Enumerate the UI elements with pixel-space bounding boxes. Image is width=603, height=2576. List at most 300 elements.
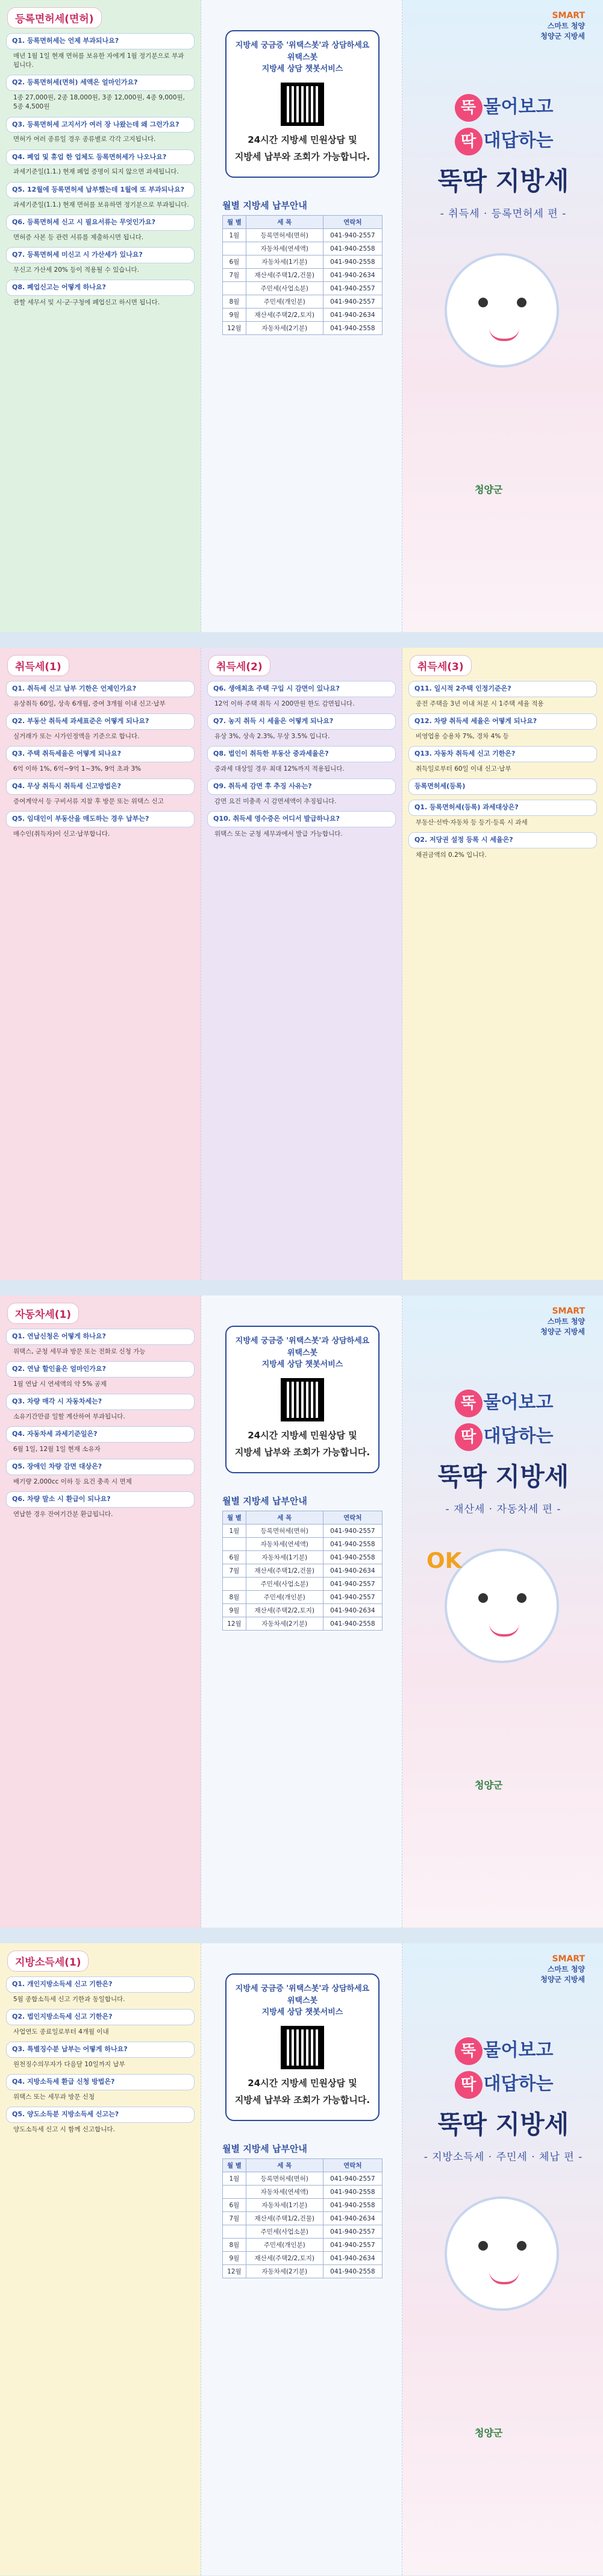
- table-row: [223, 309, 383, 322]
- chatbot-line2: 위택스봇: [287, 1348, 318, 1358]
- table-row: [223, 1525, 383, 1538]
- question: Q11. 일시적 2주택 인정기준은?: [408, 681, 597, 697]
- cover-line1-text: 물어보고: [483, 96, 554, 118]
- cover-subtitle: - 지방소득세 · 주민세 · 체납 편 -: [423, 2151, 583, 2163]
- table-cell: 8월: [223, 1591, 246, 1604]
- county-logo: 청양군: [475, 484, 503, 495]
- panel-cover: [402, 0, 603, 632]
- question: Q6. 등록면허세 신고 시 필요서류는 무엇인가요?: [6, 215, 195, 231]
- section-title: 지방소득세(1): [7, 1951, 89, 1972]
- panel-faq: [0, 1296, 201, 1928]
- cover-line1-text: 물어보고: [483, 1392, 554, 1413]
- table-header: 세 목: [246, 1511, 323, 1525]
- cover-title: [414, 90, 592, 220]
- table-cell: 6월: [223, 255, 246, 269]
- table-row: [223, 2172, 383, 2186]
- answer: 관할 세무서 및 시·군·구청에 폐업신고 하시면 됩니다.: [13, 298, 160, 306]
- table-cell: [223, 282, 246, 295]
- question: 등록면허세(등록): [408, 779, 597, 795]
- table-cell: 자동차세(1기분): [246, 2199, 323, 2212]
- panel-cover: [402, 1943, 603, 2575]
- table-row: [223, 229, 383, 242]
- table-cell: 6월: [223, 1551, 246, 1564]
- question: Q1. 연납신청은 어떻게 하나요?: [6, 1329, 195, 1345]
- question: Q3. 주택 취득세율은 어떻게 되나요?: [6, 746, 195, 762]
- qa-item: [408, 746, 597, 774]
- qa-item: [6, 779, 195, 806]
- ok-badge: OK: [426, 1549, 462, 1573]
- cover-subtitle: - 취득세 · 등록면허세 편 -: [440, 208, 567, 220]
- qa-item: [6, 117, 195, 145]
- question: Q2. 등록면허세(면허) 세액은 얼마인가요?: [6, 75, 195, 91]
- brand-smart: SMART: [552, 1306, 585, 1316]
- question: Q1. 개인지방소득세 신고 기한은?: [6, 1976, 195, 1993]
- chatbot-box: [225, 30, 380, 178]
- answer: 무신고 가산세 20% 등이 적용될 수 있습니다.: [13, 266, 139, 274]
- answer: 양도소득세 신고 시 함께 신고합니다.: [13, 2126, 115, 2134]
- deadline-title: 월별 지방세 납부안내: [222, 200, 307, 211]
- question: Q4. 폐업 및 휴업 한 업체도 등록면허세가 나오나요?: [6, 149, 195, 166]
- table-header: 세 목: [246, 2159, 323, 2172]
- table-cell: 12월: [223, 322, 246, 335]
- question: Q5. 12월에 등록면허세 납부했는데 1월에 또 부과되나요?: [6, 182, 195, 198]
- table-cell: 주민세(사업소분): [246, 1578, 323, 1591]
- answer: 취득일로부터 60일 이내 신고·납부: [416, 765, 511, 772]
- answer: 연납한 경우 잔여기간분 환급됩니다.: [13, 1511, 113, 1518]
- sheet: [0, 1943, 603, 2575]
- chatbot-box: [225, 1326, 380, 1473]
- table-cell: 041-940-2557: [323, 2239, 382, 2252]
- question: Q13. 자동차 취득세 신고 기한은?: [408, 746, 597, 762]
- answer: 부동산·선박·자동차 등 등기·등록 시 과세: [416, 818, 528, 826]
- table-row: [223, 2265, 383, 2278]
- table-cell: 주민세(개인분): [246, 295, 323, 309]
- answer: 면허가 여러 종류일 경우 종류별로 각각 고지됩니다.: [13, 136, 156, 143]
- qa-item: [6, 1491, 195, 1519]
- answer: 유상취득 60일, 상속 6개월, 증여 3개월 이내 신고·납부: [13, 700, 166, 707]
- table-header-row: [223, 1511, 383, 1525]
- table-row: [223, 1578, 383, 1591]
- qa-item: [6, 280, 195, 307]
- qa-item: [6, 2107, 195, 2134]
- chatbot-line1: 지방세 궁금증 '위택스봇'과 상담하세요: [235, 1984, 370, 1993]
- table-cell: 041-940-2558: [323, 2265, 382, 2278]
- brand-smart: SMART: [552, 1954, 585, 1964]
- brand-sub: 청양군 지방세: [540, 32, 585, 40]
- table-cell: 041-940-2557: [323, 1591, 382, 1604]
- table-header: 연락처: [323, 2159, 382, 2172]
- service-line2: 지방세 납부와 조회가 가능합니다.: [234, 151, 370, 162]
- table-cell: [223, 2186, 246, 2199]
- table-cell: 주민세(사업소분): [246, 282, 323, 295]
- table-cell: 재산세(주택1/2,건물): [246, 269, 323, 282]
- question: Q6. 차량 말소 시 환급이 되나요?: [6, 1491, 195, 1508]
- brand-name: 스마트 청양: [547, 1965, 585, 1973]
- question: Q12. 차량 취득세 세율은 어떻게 되나요?: [408, 713, 597, 730]
- table-row: [223, 295, 383, 309]
- table-row: [223, 1564, 383, 1578]
- panel-faq: [0, 1943, 201, 2575]
- table-cell: 041-940-2558: [323, 2199, 382, 2212]
- panel-info: [201, 0, 402, 632]
- qa-item: [6, 247, 195, 275]
- table-header: 연락처: [323, 216, 382, 229]
- question: Q5. 양도소득분 지방소득세 신고는?: [6, 2107, 195, 2123]
- table-header: 세 목: [246, 216, 323, 229]
- chatbot-line3: 지방세 상담 챗봇서비스: [261, 64, 343, 74]
- answer: 매수인(취득자)이 신고·납부합니다.: [13, 830, 110, 838]
- tax-schedule-table: [222, 2158, 383, 2278]
- panel-faq: [201, 648, 402, 1280]
- answer: 감면 요건 미충족 시 감면세액이 추징됩니다.: [214, 798, 337, 806]
- table-cell: 자동차세(2기분): [246, 1617, 323, 1631]
- table-cell: 재산세(주택2/2,토지): [246, 2252, 323, 2265]
- table-cell: 등록면허세(면허): [246, 1525, 323, 1538]
- chatbot-box: [225, 1973, 380, 2121]
- qa-item: [6, 1976, 195, 2004]
- qa-item: [207, 779, 396, 806]
- answer: 비영업용 승용차 7%, 경차 4% 등: [416, 732, 509, 740]
- brand-name: 스마트 청양: [547, 1317, 585, 1326]
- cover-line2: [414, 2067, 592, 2101]
- bubble-2: 딱: [455, 2071, 483, 2099]
- answer: 5월 종합소득세 신고 기한과 동일합니다.: [13, 1995, 125, 2003]
- qa-item: [6, 2009, 195, 2037]
- answer: 위택스 또는 세무과 방문 신청: [13, 2093, 95, 2101]
- brand-logo: [540, 1306, 585, 1337]
- qa-item: [408, 779, 597, 795]
- section-title: 취득세(1): [7, 655, 69, 676]
- section-title: 취득세(3): [410, 655, 472, 676]
- table-cell: 041-940-2634: [323, 2212, 382, 2225]
- sheet: [0, 648, 603, 1280]
- table-row: [223, 322, 383, 335]
- service-line1: 24시간 지방세 민원상담 및: [248, 1429, 357, 1441]
- table-cell: 041-940-2558: [323, 2186, 382, 2199]
- table-cell: 9월: [223, 309, 246, 322]
- answer: 원천징수의무자가 다음달 10일까지 납부: [13, 2060, 125, 2068]
- service-line1: 24시간 지방세 민원상담 및: [248, 2077, 357, 2089]
- qa-item: [6, 2042, 195, 2069]
- table-cell: 주민세(사업소분): [246, 2225, 323, 2239]
- cover-main-title: 뚝딱 지방세: [437, 1462, 569, 1491]
- bubble-2: 딱: [455, 1423, 483, 1451]
- table-cell: 041-940-2558: [323, 1617, 382, 1631]
- answer: 위택스 또는 군청 세무과에서 발급 가능합니다.: [214, 830, 343, 838]
- answer: 유상 3%, 상속 2.3%, 무상 3.5% 입니다.: [214, 732, 330, 740]
- answer: 배기량 2,000cc 이하 등 요건 충족 시 면제: [13, 1478, 132, 1486]
- qa-item: [6, 1459, 195, 1487]
- table-cell: 1월: [223, 229, 246, 242]
- answer: 중과세 대상일 경우 최대 12%까지 적용됩니다.: [214, 765, 345, 772]
- brand-sub: 청양군 지방세: [540, 1975, 585, 1984]
- answer: 매년 1월 1일 현재 면허를 보유한 자에게 1월 정기분으로 부과됩니다.: [13, 52, 184, 69]
- answer: 면허증 사본 등 관련 서류를 제출하시면 됩니다.: [13, 233, 144, 241]
- question: Q10. 취득세 영수증은 어디서 발급하나요?: [207, 811, 396, 827]
- panel-faq: [0, 648, 201, 1280]
- table-row: [223, 2252, 383, 2265]
- table-cell: [223, 242, 246, 255]
- table-cell: [223, 1578, 246, 1591]
- table-header: 월 별: [223, 1511, 246, 1525]
- question: Q9. 취득세 감면 후 추징 사유는?: [207, 779, 396, 795]
- qa-item: [6, 33, 195, 70]
- table-cell: 자동차세(1기분): [246, 1551, 323, 1564]
- answer: 1월 연납 시 연세액의 약 5% 공제: [13, 1380, 107, 1388]
- cover-line2-text: 대답하는: [483, 1426, 554, 1447]
- cover-subtitle: - 재산세 · 자동차세 편 -: [445, 1503, 561, 1515]
- table-cell: 주민세(개인분): [246, 1591, 323, 1604]
- table-cell: 재산세(주택1/2,건물): [246, 2212, 323, 2225]
- qa-item: [6, 182, 195, 210]
- question: Q6. 생애최초 주택 구입 시 감면이 있나요?: [207, 681, 396, 697]
- table-cell: 등록면허세(면허): [246, 229, 323, 242]
- answer: 소유기간만큼 일할 계산하여 부과됩니다.: [13, 1412, 125, 1420]
- deadline-title: 월별 지방세 납부안내: [222, 2143, 307, 2154]
- question: Q1. 등록면허세(등록) 과세대상은?: [408, 800, 597, 816]
- qa-item: [6, 681, 195, 709]
- county-logo: 청양군: [475, 2427, 503, 2439]
- question: Q8. 법인이 취득한 부동산 중과세율은?: [207, 746, 396, 762]
- deadline-table: [222, 199, 383, 335]
- qa-item: [6, 1394, 195, 1421]
- answer: 채권금액의 0.2% 입니다.: [416, 851, 487, 859]
- table-cell: [223, 2225, 246, 2239]
- qa-item: [408, 800, 597, 827]
- table-header: 연락처: [323, 1511, 382, 1525]
- tax-schedule-table: [222, 1511, 383, 1631]
- sheet: [0, 1296, 603, 1928]
- question: Q7. 등록면허세 미신고 시 가산세가 있나요?: [6, 247, 195, 263]
- table-cell: 등록면허세(면허): [246, 2172, 323, 2186]
- table-cell: 재산세(주택2/2,토지): [246, 1604, 323, 1617]
- brand-logo: [540, 1954, 585, 1984]
- cover-main-title: 뚝딱 지방세: [437, 2110, 569, 2139]
- qa-item: [6, 2074, 195, 2102]
- cover-title: [414, 2034, 592, 2163]
- answer: 12억 이하 주택 취득 시 200만원 한도 감면됩니다.: [214, 700, 355, 707]
- qa-item: [408, 713, 597, 741]
- qa-item: [6, 1361, 195, 1389]
- question: Q1. 취득세 신고 납부 기한은 언제인가요?: [6, 681, 195, 697]
- panel-info: [201, 1943, 402, 2575]
- section-title: 등록면허세(면허): [7, 7, 102, 28]
- table-cell: 041-940-2634: [323, 1564, 382, 1578]
- table-row: [223, 242, 383, 255]
- table-cell: 주민세(개인분): [246, 2239, 323, 2252]
- table-cell: 041-940-2634: [323, 309, 382, 322]
- sheet: [0, 0, 603, 632]
- question: Q4. 지방소득세 환급 신청 방법은?: [6, 2074, 195, 2090]
- table-row: [223, 2212, 383, 2225]
- qa-item: [207, 746, 396, 774]
- qa-item: [6, 75, 195, 111]
- question: Q2. 저당권 설정 등록 시 세율은?: [408, 832, 597, 848]
- table-cell: 12월: [223, 2265, 246, 2278]
- answer: 위택스, 군청 세무과 방문 또는 전화로 신청 가능: [13, 1347, 146, 1355]
- table-cell: 041-940-2557: [323, 295, 382, 309]
- table-row: [223, 1591, 383, 1604]
- table-cell: 재산세(주택2/2,토지): [246, 309, 323, 322]
- question: Q1. 등록면허세는 언제 부과되나요?: [6, 33, 195, 49]
- qr-code-icon[interactable]: [281, 83, 324, 126]
- service-line2: 지방세 납부와 조회가 가능합니다.: [234, 1447, 370, 1458]
- table-cell: 자동차세(2기분): [246, 2265, 323, 2278]
- table-cell: [223, 1538, 246, 1551]
- qa-item: [6, 1426, 195, 1454]
- table-cell: 1월: [223, 1525, 246, 1538]
- table-cell: 7월: [223, 1564, 246, 1578]
- question: Q3. 특별징수분 납부는 어떻게 하나요?: [6, 2042, 195, 2058]
- deadline-table: [222, 2142, 383, 2278]
- bubble-1: 뚝: [455, 2037, 483, 2065]
- brand-sub: 청양군 지방세: [540, 1327, 585, 1336]
- table-row: [223, 1551, 383, 1564]
- cover-line1: [414, 90, 592, 124]
- qa-item: [207, 713, 396, 741]
- section-title: 자동차세(1): [7, 1303, 79, 1324]
- qa-item: [6, 1329, 195, 1356]
- question: Q4. 무상 취득시 취득세 신고방법은?: [6, 779, 195, 795]
- table-cell: 자동차세(2기분): [246, 322, 323, 335]
- table-cell: 6월: [223, 2199, 246, 2212]
- bubble-1: 뚝: [455, 94, 483, 122]
- question: Q3. 등록면허세 고지서가 여러 장 나왔는데 왜 그런가요?: [6, 117, 195, 133]
- cover-line1: [414, 2034, 592, 2067]
- table-header-row: [223, 2159, 383, 2172]
- table-header-row: [223, 216, 383, 229]
- table-cell: 재산세(주택1/2,건물): [246, 1564, 323, 1578]
- qr-code-icon[interactable]: [281, 1378, 324, 1421]
- qa-item: [6, 713, 195, 741]
- brand-name: 스마트 청양: [547, 22, 585, 30]
- question: Q2. 부동산 취득세 과세표준은 어떻게 되나요?: [6, 713, 195, 730]
- chatbot-line2: 위택스봇: [287, 52, 318, 62]
- qa-item: [6, 149, 195, 177]
- cover-line2: [414, 124, 592, 158]
- question: Q2. 연납 할인율은 얼마인가요?: [6, 1361, 195, 1377]
- cover-main-title: 뚝딱 지방세: [437, 166, 569, 196]
- table-cell: 041-940-2558: [323, 242, 382, 255]
- table-row: [223, 2186, 383, 2199]
- table-cell: 041-940-2558: [323, 1538, 382, 1551]
- qa-item: [408, 832, 597, 860]
- tax-schedule-table: [222, 215, 383, 335]
- qa-item: [6, 215, 195, 242]
- answer: 증여계약서 등 구비서류 지참 후 방문 또는 위택스 신고: [13, 798, 164, 806]
- chatbot-line3: 지방세 상담 챗봇서비스: [261, 2008, 343, 2017]
- table-cell: 8월: [223, 2239, 246, 2252]
- table-cell: 9월: [223, 1604, 246, 1617]
- cover-line1-text: 물어보고: [483, 2040, 554, 2061]
- question: Q4. 자동차세 과세기준일은?: [6, 1426, 195, 1443]
- brand-logo: [540, 11, 585, 41]
- bubble-2: 딱: [455, 128, 483, 155]
- brand-smart: SMART: [552, 11, 585, 20]
- answer: 사업연도 종료일로부터 4개월 이내: [13, 2028, 109, 2035]
- answer: 실거래가 또는 시가인정액을 기준으로 합니다.: [13, 732, 140, 740]
- cover-line2: [414, 1420, 592, 1453]
- question: Q5. 장애인 차량 감면 대상은?: [6, 1459, 195, 1475]
- panel-faq: [0, 0, 201, 632]
- table-cell: 7월: [223, 2212, 246, 2225]
- cover-title: [414, 1386, 592, 1515]
- table-row: [223, 255, 383, 269]
- table-cell: 041-940-2557: [323, 2172, 382, 2186]
- deadline-table: [222, 1494, 383, 1631]
- table-cell: 자동차세(연세액): [246, 1538, 323, 1551]
- table-cell: 041-940-2558: [323, 322, 382, 335]
- qa-item: [207, 811, 396, 839]
- answer: 6억 이하 1%, 6억~9억 1~3%, 9억 초과 3%: [13, 765, 142, 772]
- table-row: [223, 1604, 383, 1617]
- table-cell: 자동차세(연세액): [246, 242, 323, 255]
- mascot-icon: [445, 253, 559, 368]
- cover-line2-text: 대답하는: [483, 2073, 554, 2095]
- question: Q7. 농지 취득 시 세율은 어떻게 되나요?: [207, 713, 396, 730]
- service-line2: 지방세 납부와 조회가 가능합니다.: [234, 2095, 370, 2105]
- answer: 과세기준일(1.1.) 현재 면허를 보유하면 정기분으로 부과됩니다.: [13, 201, 189, 208]
- mascot-icon: [445, 2196, 559, 2311]
- table-cell: 자동차세(1기분): [246, 255, 323, 269]
- cover-line2-text: 대답하는: [483, 130, 554, 151]
- chatbot-line1: 지방세 궁금증 '위택스봇'과 상담하세요: [235, 1337, 370, 1346]
- table-cell: 8월: [223, 295, 246, 309]
- table-header: 월 별: [223, 216, 246, 229]
- qr-code-icon[interactable]: [281, 2026, 324, 2069]
- chatbot-line1: 지방세 궁금증 '위택스봇'과 상담하세요: [235, 41, 370, 50]
- table-row: [223, 1538, 383, 1551]
- table-cell: 041-940-2634: [323, 2252, 382, 2265]
- table-row: [223, 1617, 383, 1631]
- table-cell: 9월: [223, 2252, 246, 2265]
- answer: 과세기준일(1.1.) 현재 폐업 증명이 되지 않으면 과세됩니다.: [13, 168, 179, 176]
- answer: 종전 주택을 3년 이내 처분 시 1주택 세율 적용: [416, 700, 544, 707]
- qa-item: [408, 681, 597, 709]
- answer: 1종 27,000원, 2종 18,000원, 3종 12,000원, 4종 9,000원, 5종 4,500원: [13, 94, 185, 111]
- table-cell: 041-940-2557: [323, 282, 382, 295]
- table-row: [223, 2239, 383, 2252]
- answer: 6월 1일, 12월 1일 현재 소유자: [13, 1446, 101, 1453]
- chatbot-line3: 지방세 상담 챗봇서비스: [261, 1360, 343, 1369]
- panel-cover: [402, 1296, 603, 1928]
- table-cell: 041-940-2634: [323, 269, 382, 282]
- question: Q5. 임대인이 부동산을 매도하는 경우 납부는?: [6, 811, 195, 827]
- question: Q3. 차량 매각 시 자동차세는?: [6, 1394, 195, 1410]
- table-cell: 041-940-2557: [323, 229, 382, 242]
- table-cell: 7월: [223, 269, 246, 282]
- table-cell: 12월: [223, 1617, 246, 1631]
- table-row: [223, 269, 383, 282]
- panel-faq: [402, 648, 603, 1280]
- service-line1: 24시간 지방세 민원상담 및: [248, 134, 357, 145]
- table-cell: 자동차세(연세액): [246, 2186, 323, 2199]
- table-row: [223, 2199, 383, 2212]
- panel-info: [201, 1296, 402, 1928]
- county-logo: 청양군: [475, 1779, 503, 1791]
- qa-item: [6, 746, 195, 774]
- table-cell: 041-940-2557: [323, 2225, 382, 2239]
- table-cell: 041-940-2557: [323, 1525, 382, 1538]
- deadline-title: 월별 지방세 납부안내: [222, 1496, 307, 1506]
- cover-line1: [414, 1386, 592, 1420]
- bubble-1: 뚝: [455, 1390, 483, 1417]
- table-cell: 041-940-2558: [323, 1551, 382, 1564]
- table-cell: 041-940-2634: [323, 1604, 382, 1617]
- question: Q8. 폐업신고는 어떻게 하나요?: [6, 280, 195, 296]
- chatbot-line2: 위택스봇: [287, 1996, 318, 2005]
- qa-item: [6, 811, 195, 839]
